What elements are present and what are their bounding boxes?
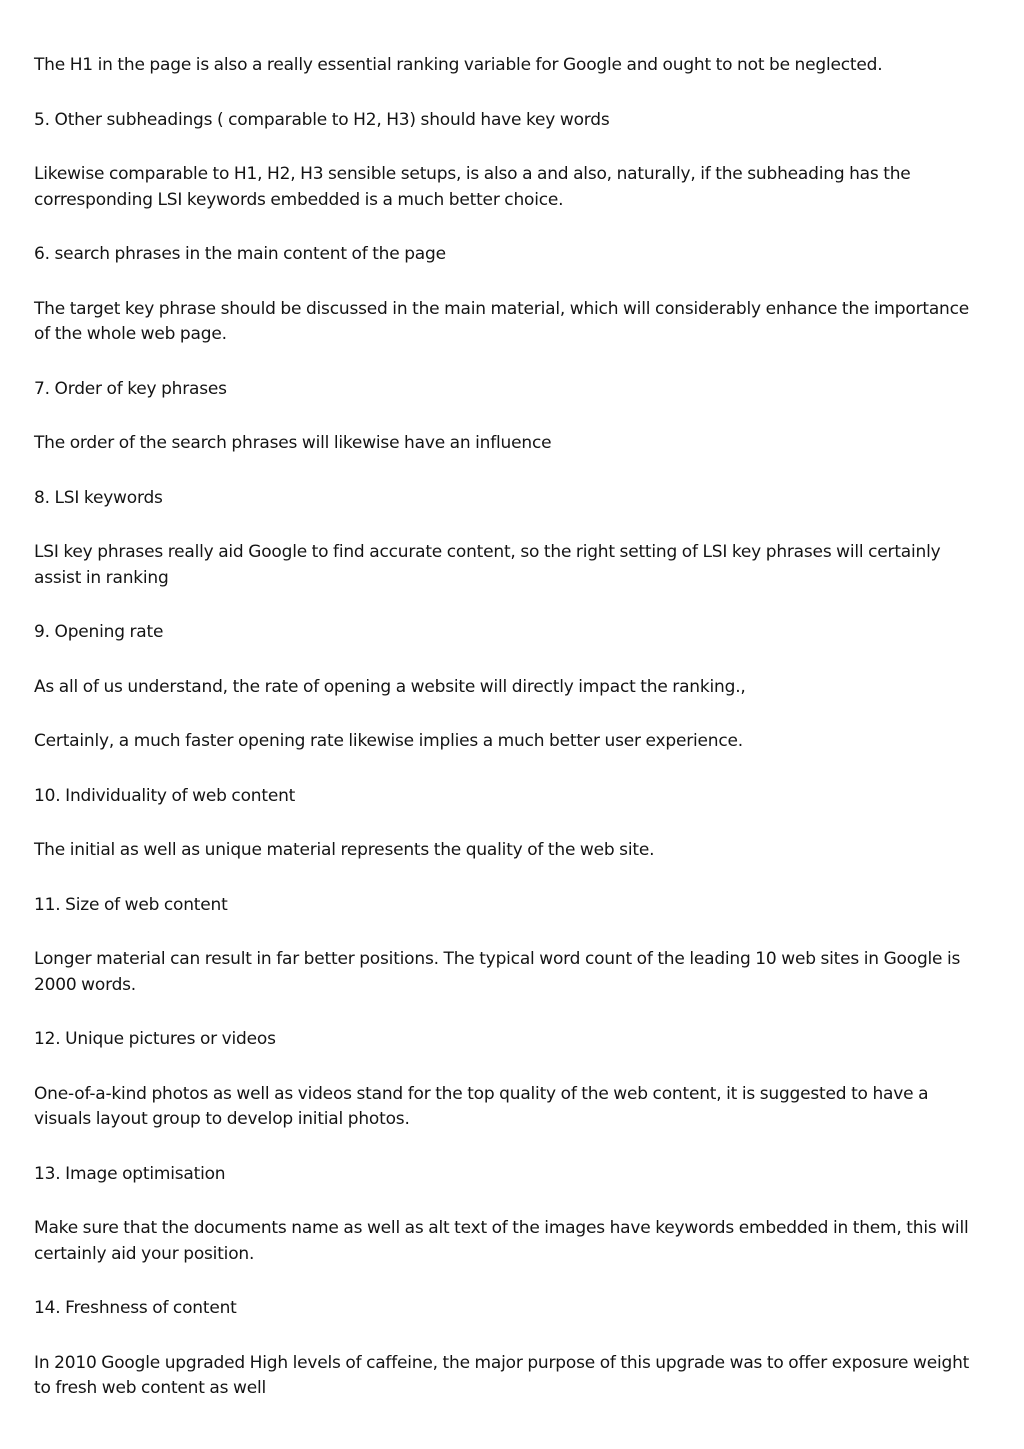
document-body	[34, 53, 989, 1431]
heading-size-of-content: 11. Size of web content	[34, 894, 228, 915]
paragraph-target-key-phrase: The target key phrase should be discussed in the main material, which will considerably enhance the importance of the whole web page.	[34, 298, 970, 344]
heading-lsi-keywords: 8. LSI keywords	[34, 487, 163, 508]
paragraph-opening-rate-impact: As all of us understand, the rate of opening a website will directly impact the ranking.,	[34, 676, 746, 697]
paragraph-image-optimisation: Make sure that the documents name as well as alt text of the images have keywords embedded in them, this will certainly aid your position.	[34, 1218, 969, 1264]
paragraph-subheadings: Likewise comparable to H1, H2, H3 sensible setups, is also a and also, naturally, if the subheading has the corresponding LSI keywords embedded is a much better choice.	[34, 164, 911, 210]
heading-individuality-of-content: 10. Individuality of web content	[34, 785, 296, 806]
heading-order-of-key-phrases: 7. Order of key phrases	[34, 378, 227, 399]
paragraph-freshness: In 2010 Google upgraded High levels of caffeine, the major purpose of this upgrade was to offer exposure weight to fresh web content as well	[34, 1352, 970, 1398]
paragraph-unique-material: The initial as well as unique material represents the quality of the web site.	[34, 840, 655, 860]
heading-opening-rate: 9. Opening rate	[34, 622, 164, 642]
paragraph-lsi-keywords: LSI key phrases really aid Google to find accurate content, so the right setting of LSI key phrases will certainly assist in ranking	[34, 542, 941, 588]
heading-freshness-of-content: 14. Freshness of content	[34, 1298, 237, 1318]
paragraph-h1-importance: The H1 in the page is also a really essential ranking variable for Google and ought to not be neglected.	[34, 55, 883, 75]
paragraph-content-length: Longer material can result in far better positions. The typical word count of the leading 10 web sites in Google is 2000 words.	[34, 949, 961, 995]
heading-image-optimisation: 13. Image optimisation	[34, 1163, 226, 1184]
paragraph-order-influence: The order of the search phrases will likewise have an influence	[34, 433, 552, 453]
paragraph-unique-media: One-of-a-kind photos as well as videos stand for the top quality of the web content, it is suggested to have a visuals layout group to develop initial photos.	[34, 1083, 929, 1129]
heading-unique-pictures-videos: 12. Unique pictures or videos	[34, 1029, 276, 1049]
heading-other-subheadings: 5. Other subheadings ( comparable to H2, H3) should have key words	[34, 109, 610, 130]
heading-search-phrases-main-content: 6. search phrases in the main content of the page	[34, 244, 446, 264]
paragraph-opening-rate-experience: Certainly, a much faster opening rate likewise implies a much better user experience.	[34, 731, 743, 751]
